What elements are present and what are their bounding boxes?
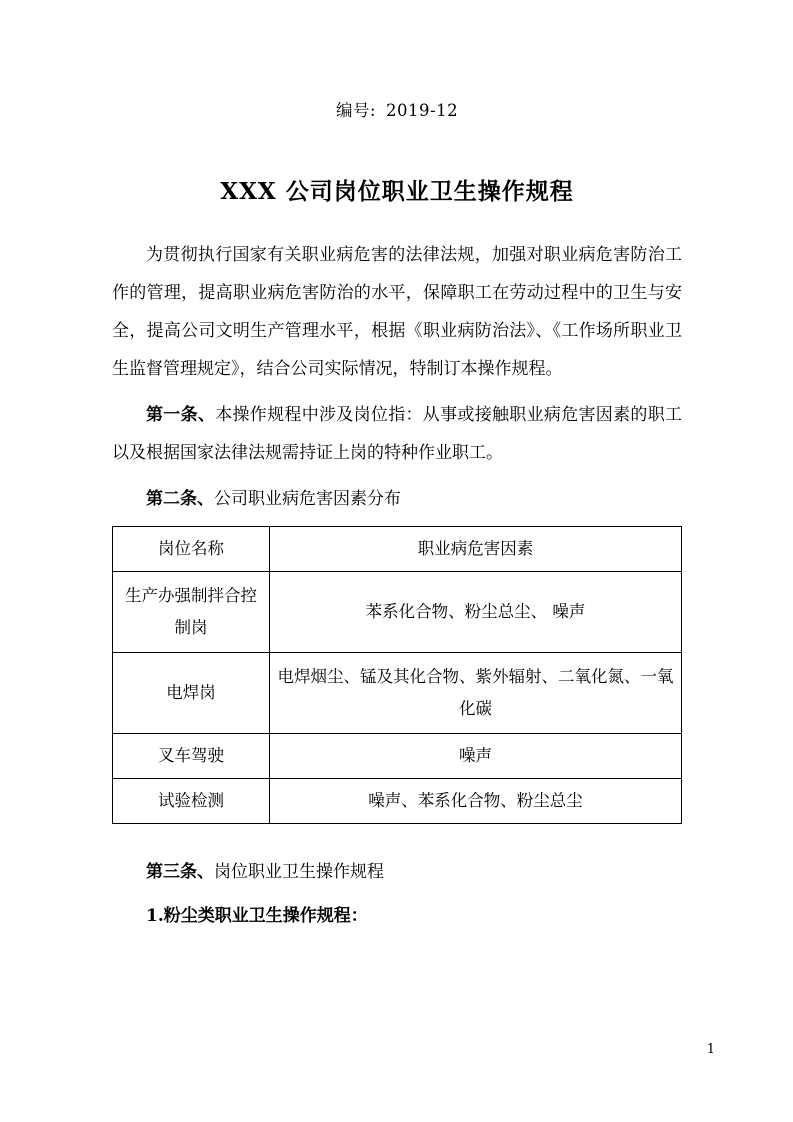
document-number bbox=[112, 97, 682, 121]
table-header-post: 岗位名称 bbox=[113, 527, 270, 572]
page-title: XXX 公司岗位职业卫生操作规程 bbox=[220, 178, 574, 205]
table-cell-hazards: 苯系化合物、粉尘总尘、 噪声 bbox=[270, 572, 682, 653]
table-header-row bbox=[113, 527, 682, 572]
table-row bbox=[113, 572, 682, 653]
table-row bbox=[113, 653, 682, 734]
table-row bbox=[113, 779, 682, 824]
article-three-label: 第三条、 bbox=[146, 862, 214, 882]
article-three bbox=[112, 854, 682, 890]
table-cell-hazards: 噪声 bbox=[270, 734, 682, 779]
article-two-text: 公司职业病危害因素分布 bbox=[214, 489, 401, 509]
article-one-text: 本操作规程中涉及岗位指：从事或接触职业病危害因素的职工以及根据国家法律法规需持证上岗的特种作业职工。 bbox=[112, 405, 683, 463]
table-cell-post: 电焊岗 bbox=[113, 653, 270, 734]
table-row bbox=[113, 734, 682, 779]
intro-paragraph: 为贯彻执行国家有关职业病危害的法律法规，加强对职业病危害防治工作的管理，提高职业病危害防治的水平，保障职工在劳动过程中的卫生与安全，提高公司文明生产管理水平，根据《职业病防治法》、《工作场所职业卫生监督管理规定》，结合公司实际情况，特制订本操作规程。 bbox=[112, 245, 682, 379]
table-cell-post: 试验检测 bbox=[113, 779, 270, 824]
table-cell-hazards: 噪声、苯系化合物、粉尘总尘 bbox=[270, 779, 682, 824]
page-number: 1 bbox=[706, 1042, 715, 1057]
article-three-text: 岗位职业卫生操作规程 bbox=[214, 862, 384, 882]
article-one bbox=[112, 396, 682, 472]
article-two-label: 第二条、 bbox=[146, 489, 214, 509]
table-cell-hazards: 电焊烟尘、锰及其化合物、紫外辐射、二氧化氮、一氧化碳 bbox=[270, 653, 682, 734]
document-content bbox=[112, 0, 682, 934]
hazard-table bbox=[112, 526, 682, 824]
document-number-label: 编号: bbox=[335, 101, 376, 120]
table-header-hazards: 职业病危害因素 bbox=[270, 527, 682, 572]
document-number-value: 2019-12 bbox=[386, 101, 459, 120]
table-cell-post: 叉车驾驶 bbox=[113, 734, 270, 779]
article-two bbox=[112, 482, 682, 516]
subsection-dust: 1.粉尘类职业卫生操作规程： bbox=[146, 906, 368, 926]
article-one-label: 第一条、 bbox=[146, 405, 216, 425]
table-cell-post: 生产办强制拌合控制岗 bbox=[113, 572, 270, 653]
